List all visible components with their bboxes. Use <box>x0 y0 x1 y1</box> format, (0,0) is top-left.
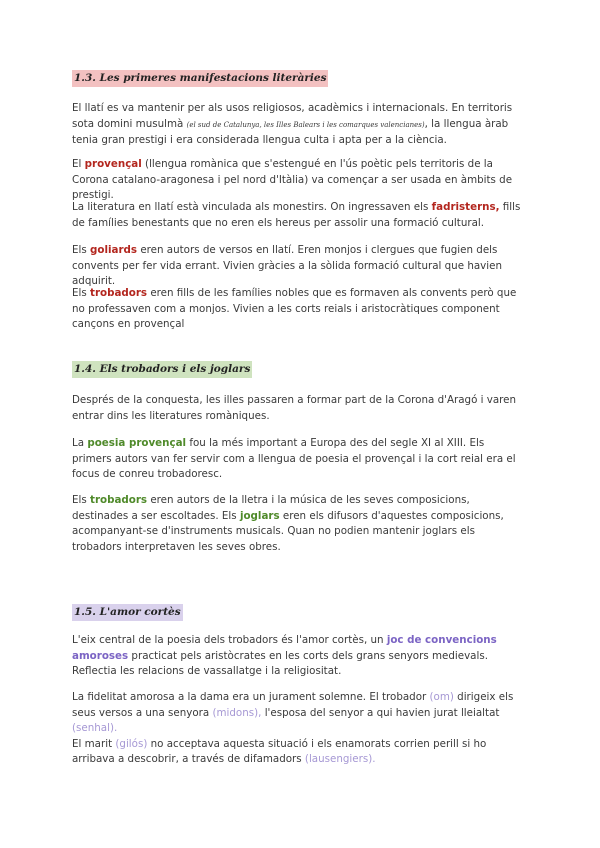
text: Després de la conquesta, les illes passaren a formar part de la Corona d'Aragó i varen entrar dins les literatures romàniques. <box>72 394 517 422</box>
text: La <box>72 437 88 449</box>
term-label: (lausengiers). <box>304 753 376 765</box>
text: , la llengua àrab tenia gran prestigi i era considerada llengua culta i apta per a la ciència. <box>72 117 509 146</box>
section-heading-1-3: 1.3. Les primeres manifestacions literàries <box>72 70 328 87</box>
text: El llatí es va mantenir per als usos religiosos, acadèmics i internacionals. En territoris sota domini musulmà <box>72 102 513 130</box>
text: fou la més important a Europa des del segle XI al XIII. Els primers autors van fer servir com a llengua de poesia el provençal i la cort reial era el focus de conreu trobadoresc. <box>72 437 516 480</box>
section-heading-1-5: 1.5. L'amor cortès <box>72 604 183 621</box>
text: Els <box>72 244 91 256</box>
paragraph <box>72 101 527 149</box>
paragraph <box>72 157 527 204</box>
text: eren autors de la lletra i la música de les seves composicions, destinades a ser escoltades. Els <box>72 494 470 522</box>
text: dirigeix els seus versos a una senyora <box>72 691 514 719</box>
key-term: trobadors <box>90 494 148 506</box>
paragraph <box>72 690 527 768</box>
text: La literatura en llatí està vinculada als monestirs. On ingressaven els <box>72 201 432 213</box>
key-term: poesia provençal <box>87 437 187 449</box>
text: L'eix central de la poesia dels trobadors és l'amor cortès, un <box>72 634 387 646</box>
paragraph <box>72 393 527 424</box>
paragraph <box>72 200 527 231</box>
paragraph <box>72 243 527 290</box>
note-text: (el sud de Catalunya, les Illes Balears i les comarques valencianes) <box>186 120 425 129</box>
text: La fidelitat amorosa a la dama era un jurament solemne. El trobador <box>72 691 430 703</box>
text: no acceptava aquesta situació i els enamorats corrien perill si ho arribava a descobrir, a través de difamadors <box>72 737 487 765</box>
text: El <box>72 158 85 170</box>
text: (llengua romànica que s'estengué en l'ús poètic pels territoris de la Corona catalano-aragonesa i pel nord d'Itàlia) va començar a ser usada en àmbits de prestigi. <box>72 158 513 201</box>
key-term: trobadors <box>90 287 148 299</box>
term-label: (gilós) <box>115 737 148 750</box>
paragraph <box>72 493 527 555</box>
text: eren els difusors d'aquestes composicions, acompanyant-se d'instruments musicals. Quan no podien mantenir joglars els trobadors interpretaven les seves obres. <box>72 509 504 553</box>
text: El marit <box>72 737 116 750</box>
term-label: (om) <box>429 691 454 703</box>
paragraph <box>72 436 527 483</box>
text: Els <box>72 287 91 299</box>
term-label: (senhal). <box>72 722 118 734</box>
section-heading-1-4: 1.4. Els trobadors i els joglars <box>72 361 252 378</box>
text: practicat pels aristòcrates en les corts dels grans senyors medievals. Reflectia les relacions de vassallatge i la religiositat. <box>72 649 488 677</box>
text: l'esposa del senyor a qui havien jurat lleialtat <box>261 706 500 719</box>
text: fills de famílies benestants que no eren els hereus per assolir una formació cultural. <box>72 201 521 229</box>
text: eren autors de versos en llatí. Eren monjos i clergues que fugien dels convents per fer vida errant. Vivien gràcies a la sòlida formació cultural que havien adquirit. <box>72 244 502 287</box>
text: Els <box>72 494 91 506</box>
key-term: fadristerns, <box>431 201 500 213</box>
text: eren fills de les famílies nobles que es formaven als convents però que no professaven com a monjos. Vivien a les corts reials i aristocràtiques component cançons en provençal <box>72 287 517 330</box>
term-label: (midons), <box>212 706 262 719</box>
key-term: provençal <box>84 158 142 170</box>
paragraph <box>72 633 527 680</box>
key-term: joc de convencions amoroses <box>72 634 497 662</box>
paragraph <box>72 286 527 333</box>
key-term: joglars <box>239 509 280 522</box>
key-term: goliards <box>90 244 138 256</box>
